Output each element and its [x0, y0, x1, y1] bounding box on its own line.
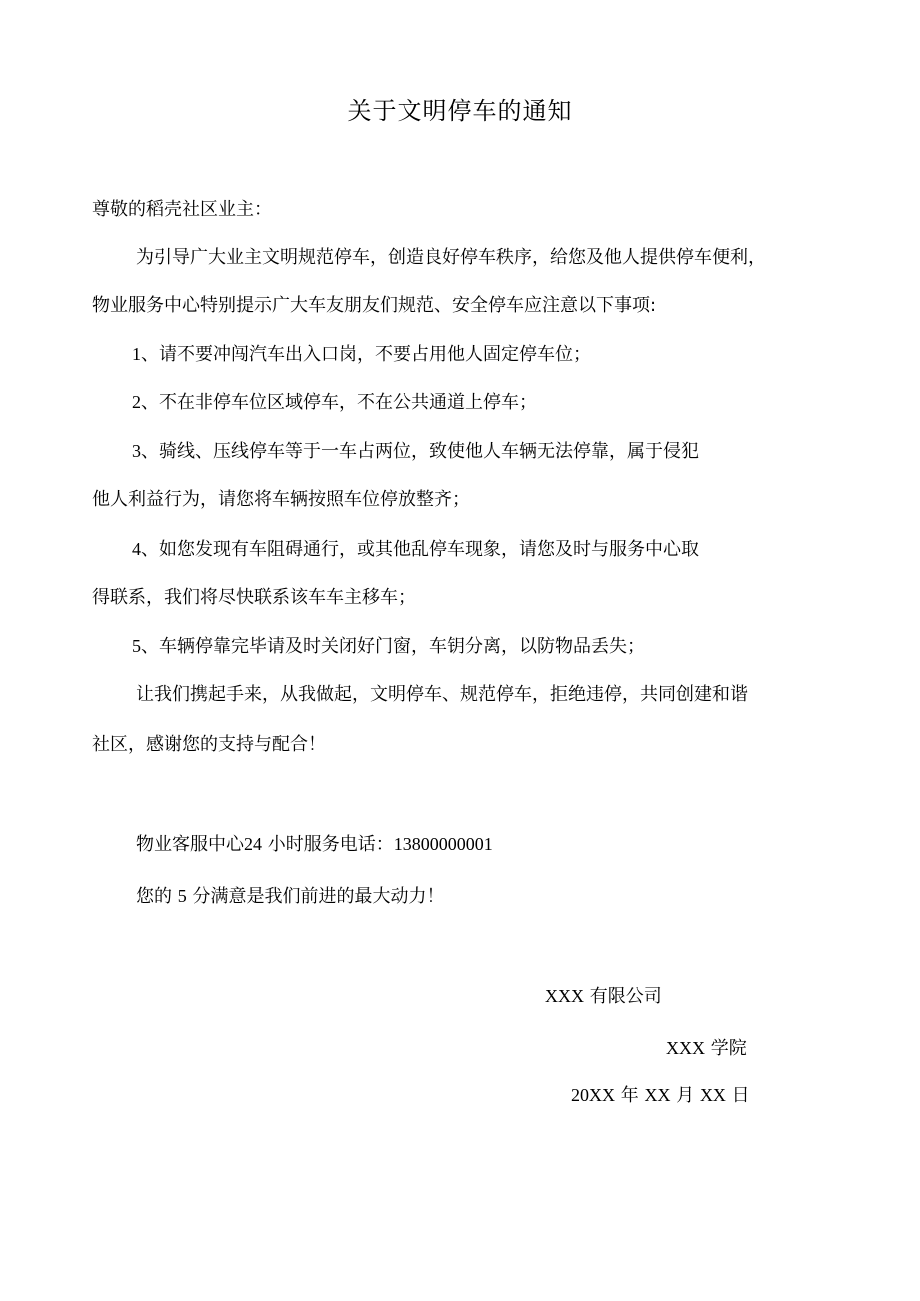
hotline-hours: 24 — [244, 834, 262, 854]
list-item — [132, 390, 537, 415]
item-text: 、不在非停车位区域停车，不在公共通道上停车； — [141, 392, 537, 413]
date-year-unit: 年 — [620, 1085, 639, 1106]
list-item-continuation: 他人利益行为，请您将车辆按照车位停放整齐； — [92, 489, 470, 510]
signature-company — [545, 984, 662, 1009]
list-item — [132, 537, 699, 562]
item-text: 、车辆停靠完毕请及时关闭好门窗，车钥分离，以防物品丢失； — [141, 636, 645, 657]
item-number: 2 — [132, 392, 141, 412]
rating-suffix: 分满意是我们前进的最大动力！ — [192, 886, 445, 907]
intro-line-2: 物业服务中心特别提示广大车友朋友们规范、安全停车应注意以下事项: — [92, 295, 657, 316]
intro-line-1: 为引导广大业主文明规范停车，创造良好停车秩序，给您及他人提供停车便利， — [136, 247, 766, 268]
item-number: 1 — [132, 344, 141, 364]
item-text: 、骑线、压线停车等于一车占两位，致使他人车辆无法停靠，属于侵犯 — [141, 441, 699, 462]
item-number: 4 — [132, 539, 141, 559]
hotline-prefix: 物业客服中心 — [136, 834, 244, 855]
college-suffix: 学院 — [710, 1038, 747, 1059]
date-day-unit: 日 — [731, 1085, 750, 1106]
hotline-phone: 13800000001 — [393, 834, 493, 854]
list-item — [132, 439, 699, 464]
college-code: XXX — [666, 1038, 705, 1058]
item-number: 3 — [132, 441, 141, 461]
hotline-line — [136, 832, 493, 857]
page-title: 关于文明停车的通知 — [347, 97, 573, 125]
list-item — [132, 342, 591, 367]
rating-prefix: 您的 — [136, 886, 172, 907]
list-item — [132, 634, 645, 659]
greeting: 尊敬的稻壳社区业主： — [92, 199, 272, 220]
closing-line-1: 让我们携起手来，从我做起，文明停车、规范停车，拒绝违停，共同创建和谐 — [136, 684, 748, 705]
company-suffix: 有限公司 — [589, 986, 662, 1007]
date-day: XX — [699, 1085, 726, 1105]
item-text: 、请不要冲闯汽车出入口岗，不要占用他人固定停车位； — [141, 344, 591, 365]
date-year: 20XX — [571, 1085, 615, 1105]
company-code: XXX — [545, 986, 584, 1006]
item-number: 5 — [132, 636, 141, 656]
rating-score: 5 — [177, 886, 187, 906]
date-month: XX — [644, 1085, 671, 1105]
signature-date — [571, 1083, 750, 1108]
item-text: 、如您发现有车阻碍通行，或其他乱停车现象，请您及时与服务中心取 — [141, 539, 699, 560]
date-month-unit: 月 — [676, 1085, 695, 1106]
list-item-continuation: 得联系，我们将尽快联系该车车主移车； — [92, 587, 416, 608]
signature-college — [666, 1036, 747, 1061]
rating-line — [136, 884, 444, 909]
hotline-middle: 小时服务电话： — [267, 834, 394, 855]
closing-line-2: 社区，感谢您的支持与配合！ — [92, 734, 326, 755]
